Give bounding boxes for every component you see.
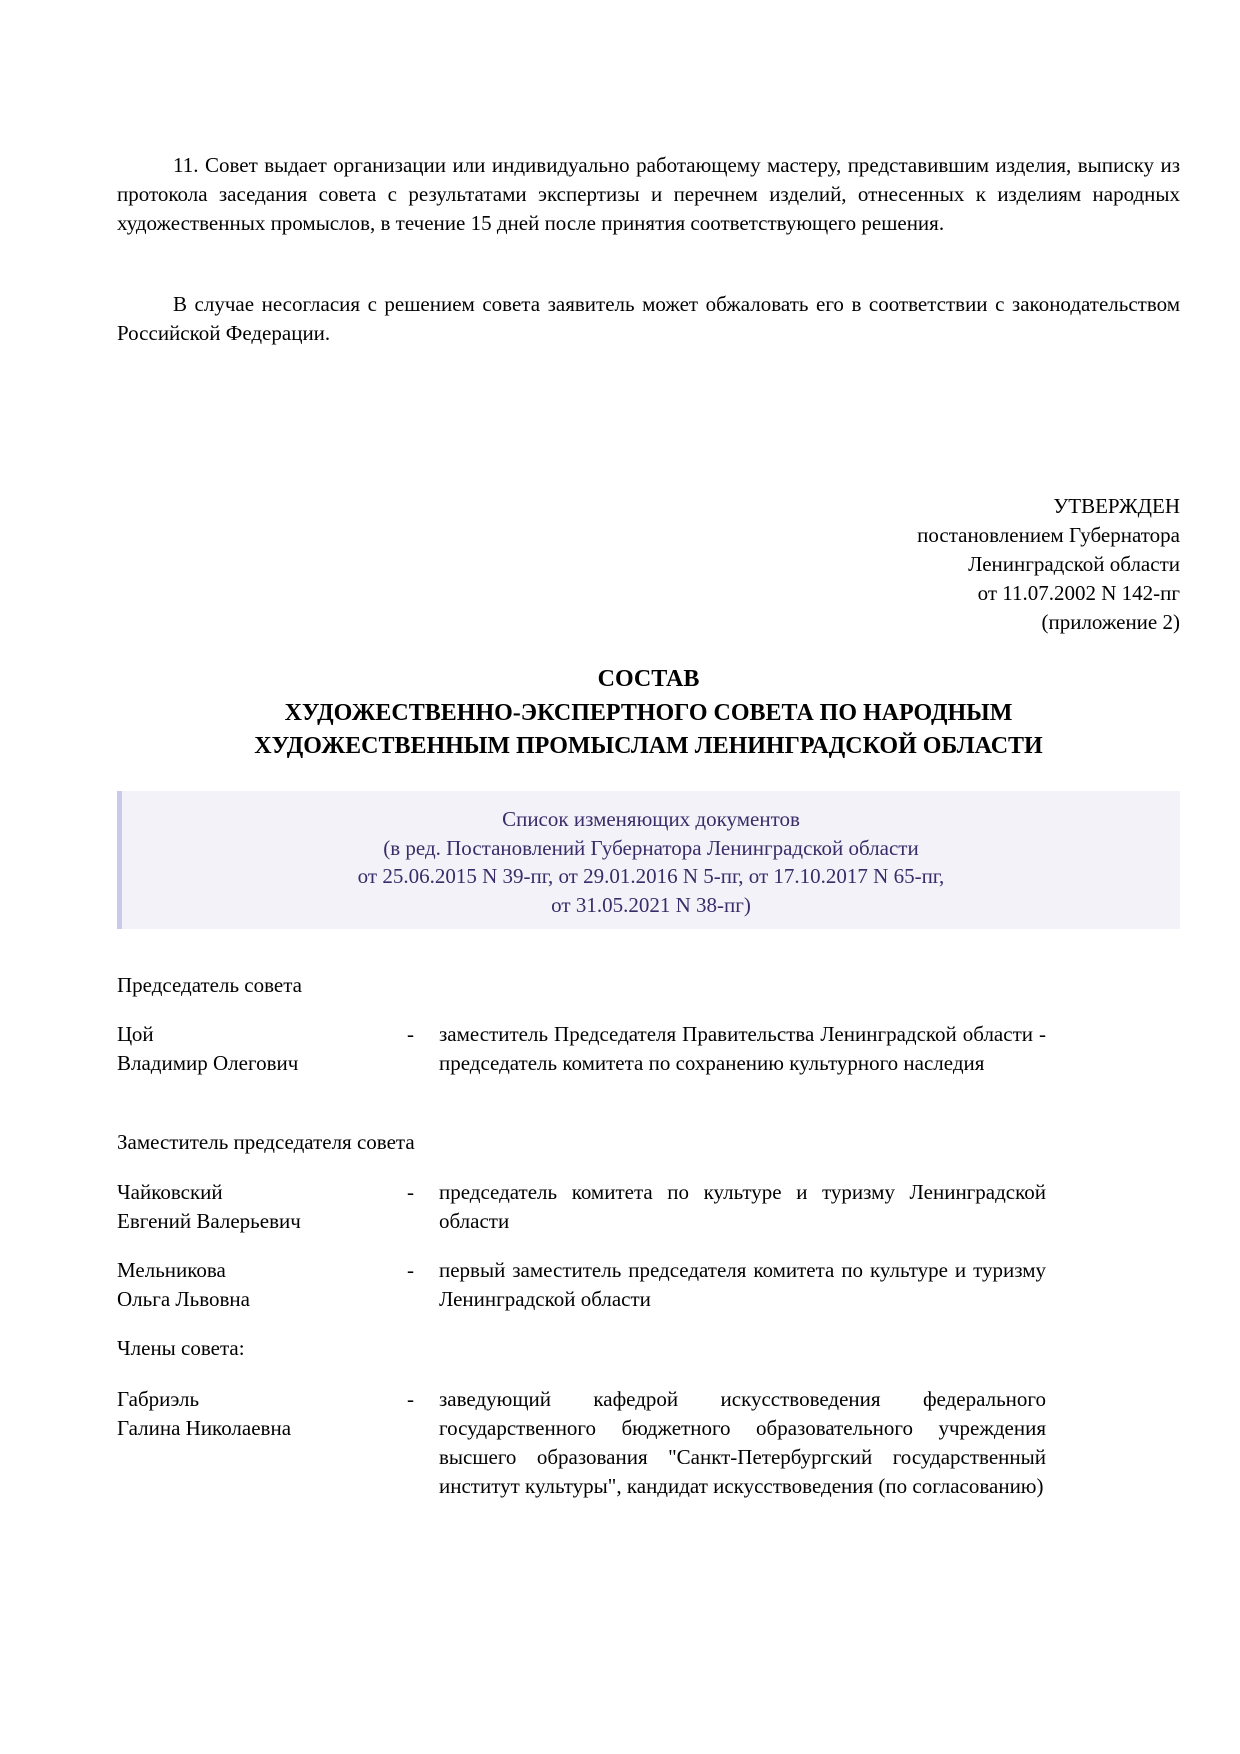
member-position: председатель комитета по культуре и туризму Ленинградской области [439,1180,1046,1233]
member-name [117,1256,397,1314]
paragraph-appeal: В случае несогласия с решением совета заявитель может обжаловать его в соответствии с законодательством Российской Федерации. [117,292,1180,345]
approval-block [700,492,1180,637]
approval-line: постановлением Губернатора [917,523,1180,547]
member-name [117,1385,397,1443]
title-line: ХУДОЖЕСТВЕННЫМ ПРОМЫСЛАМ ЛЕНИНГРАДСКОЙ ОБЛАСТИ [254,733,1043,759]
dash: - [407,1258,414,1282]
amendments-box [117,791,1180,929]
surname: Мельникова [117,1258,226,1282]
approval-line: от 11.07.2002 N 142-пг [977,581,1180,605]
members-label: Члены совета: [117,1336,245,1360]
surname: Чайковский [117,1180,223,1204]
surname: Габриэль [117,1387,200,1411]
approval-line: Ленинградской области [968,552,1180,576]
given-name: Галина Николаевна [117,1416,292,1440]
dash: - [407,1180,414,1204]
document-title [117,663,1180,764]
given-name: Евгений Валерьевич [117,1209,301,1233]
approval-line: УТВЕРЖДЕН [1053,494,1180,518]
paragraph-11: 11. Совет выдает организации или индивидуально работающему мастеру, представившим изделия, выписку из протокола заседания совета с результатами экспертизы и перечнем изделий, отнесенных к изделиям народных художественных промыслов, в течение 15 дней после принятия соответствующего решения. [117,153,1180,235]
amendments-line: (в ред. Постановлений Губернатора Ленинградской области [383,835,919,860]
amendments-line: от 31.05.2021 N 38-пг) [551,892,751,917]
dash: - [407,1022,414,1046]
deputy-label: Заместитель председателя совета [117,1130,415,1154]
title-line: СОСТАВ [597,666,700,692]
amendments-line: от 25.06.2015 N 39-пг, от 29.01.2016 N 5-пг, от 17.10.2017 N 65-пг, [357,864,945,888]
member-name [117,1020,397,1078]
surname: Цой [117,1022,154,1046]
given-name: Владимир Олегович [117,1051,299,1075]
amendments-heading: Список изменяющих документов [502,807,800,831]
title-line: ХУДОЖЕСТВЕННО-ЭКСПЕРТНОГО СОВЕТА ПО НАРОДНЫМ [284,699,1013,726]
chair-label: Председатель совета [117,973,302,997]
approval-line: (приложение 2) [1041,610,1180,634]
member-name [117,1178,397,1236]
member-position: заместитель Председателя Правительства Ленинградской области - председатель комитета по сохранению культурного наследия [439,1022,1046,1075]
member-position: первый заместитель председателя комитета по культуре и туризму Ленинградской области [439,1258,1046,1311]
dash: - [407,1387,414,1411]
member-position: заведующий кафедрой искусствоведения федерального государственного бюджетного образовательного учреждения высшего образования "Санкт-Петербургский государственный институт культуры", кандидат искусствоведения (по согласованию) [439,1387,1046,1498]
given-name: Ольга Львовна [117,1287,250,1311]
